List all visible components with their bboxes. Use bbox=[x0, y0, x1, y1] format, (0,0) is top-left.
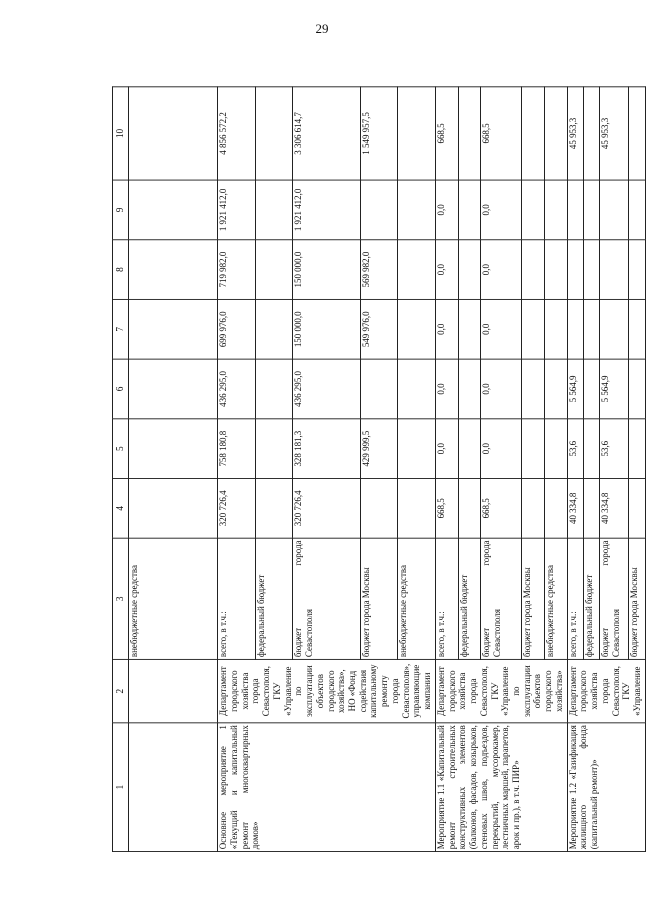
value-cell: 429 999,5 bbox=[360, 419, 398, 479]
value-cell: 40 334,8 bbox=[600, 479, 629, 539]
value-cell bbox=[360, 180, 398, 240]
column-header: 1 bbox=[113, 723, 129, 852]
value-cell: 4 856 572,2 bbox=[218, 87, 256, 180]
value-cell: 5 564,9 bbox=[600, 359, 629, 419]
value-cell bbox=[544, 87, 567, 180]
value-cell bbox=[458, 479, 481, 539]
table-row bbox=[567, 87, 583, 852]
continuation-row bbox=[129, 87, 218, 852]
value-cell bbox=[544, 299, 567, 359]
value-cell bbox=[584, 419, 600, 479]
source-cell: внебюджетные средства bbox=[544, 538, 567, 659]
value-cell bbox=[255, 359, 293, 419]
value-cell: 0,0 bbox=[481, 299, 522, 359]
value-cell: 549 976,0 bbox=[360, 299, 398, 359]
value-cell bbox=[522, 180, 545, 240]
measure-title: Мероприятие 1.2 «Газификация жилищного фонда (капитальный ремонт)» bbox=[567, 723, 645, 852]
budget-table bbox=[112, 86, 646, 852]
value-cell bbox=[600, 180, 629, 240]
value-cell bbox=[544, 419, 567, 479]
value-cell: 0,0 bbox=[435, 180, 458, 240]
value-cell bbox=[567, 299, 583, 359]
source-cell bbox=[481, 538, 522, 659]
column-header: 6 bbox=[113, 359, 129, 419]
source-word: города bbox=[293, 540, 305, 566]
value-cell bbox=[458, 240, 481, 300]
source-cell: федеральный бюджет bbox=[458, 538, 481, 659]
value-cell bbox=[255, 479, 293, 539]
source-cell: бюджет города Москвы bbox=[522, 538, 545, 659]
value-cell bbox=[522, 479, 545, 539]
value-cell bbox=[629, 479, 645, 539]
value-cell: 150 000,0 bbox=[293, 240, 360, 300]
value-cell: 668,5 bbox=[435, 87, 458, 180]
measure-title: Основное мероприятие 1 «Текущий и капитальный ремонт многоквартирных домов» bbox=[218, 723, 436, 852]
value-cell bbox=[255, 240, 293, 300]
value-cell bbox=[398, 479, 436, 539]
value-cell bbox=[584, 359, 600, 419]
value-cell: 668,5 bbox=[481, 479, 522, 539]
value-cell: 0,0 bbox=[481, 419, 522, 479]
measure-title: Мероприятие 1.1 «Капитальный ремонт строительных конструктивных элементов (балконов, фасадов, козырьков, стеновых швов, подъездов, перекрытий, мусорокамер, лестничных маршей, парапетов, арок и пр.), в т.ч. ПИР» bbox=[435, 723, 567, 852]
value-cell: 45 953,3 bbox=[600, 87, 629, 180]
value-cell: 3 306 614,7 bbox=[293, 87, 360, 180]
value-cell bbox=[544, 180, 567, 240]
value-cell: 40 334,8 bbox=[567, 479, 583, 539]
value-cell bbox=[360, 479, 398, 539]
value-cell bbox=[398, 419, 436, 479]
value-cell bbox=[398, 299, 436, 359]
value-cell bbox=[544, 359, 567, 419]
empty-cell bbox=[129, 240, 218, 300]
source-word: города bbox=[600, 540, 612, 566]
source-word: Севастополя bbox=[611, 609, 623, 658]
value-cell: 0,0 bbox=[435, 299, 458, 359]
source-cell bbox=[600, 538, 629, 659]
source-cell: внебюджетные средства bbox=[129, 538, 218, 659]
empty-cell bbox=[129, 659, 218, 722]
value-cell: 320 726,4 bbox=[218, 479, 256, 539]
value-cell: 0,0 bbox=[481, 240, 522, 300]
source-word: бюджет bbox=[600, 627, 612, 658]
value-cell: 0,0 bbox=[435, 419, 458, 479]
value-cell bbox=[544, 479, 567, 539]
value-cell: 1 549 957,5 bbox=[360, 87, 398, 180]
column-header: 3 bbox=[113, 538, 129, 659]
source-cell: внебюджетные средства bbox=[398, 538, 436, 659]
value-cell bbox=[600, 240, 629, 300]
value-cell bbox=[522, 87, 545, 180]
empty-cell bbox=[129, 723, 218, 852]
value-cell: 53,6 bbox=[600, 419, 629, 479]
source-cell bbox=[293, 538, 360, 659]
empty-cell bbox=[129, 479, 218, 539]
value-cell bbox=[629, 180, 645, 240]
empty-cell bbox=[129, 359, 218, 419]
value-cell bbox=[360, 359, 398, 419]
source-cell: всего, в т.ч.: bbox=[567, 538, 583, 659]
value-cell bbox=[398, 87, 436, 180]
column-header: 9 bbox=[113, 180, 129, 240]
value-cell: 1 921 412,0 bbox=[218, 180, 256, 240]
value-cell: 719 982,0 bbox=[218, 240, 256, 300]
header-row bbox=[113, 87, 129, 852]
value-cell bbox=[584, 87, 600, 180]
source-word: Севастополя bbox=[492, 609, 504, 658]
value-cell bbox=[544, 240, 567, 300]
value-cell: 699 976,0 bbox=[218, 299, 256, 359]
value-cell bbox=[584, 240, 600, 300]
value-cell: 0,0 bbox=[435, 240, 458, 300]
column-header: 5 bbox=[113, 419, 129, 479]
value-cell bbox=[629, 419, 645, 479]
column-header: 8 bbox=[113, 240, 129, 300]
value-cell bbox=[458, 419, 481, 479]
value-cell: 0,0 bbox=[481, 359, 522, 419]
source-word: бюджет bbox=[481, 627, 493, 658]
value-cell bbox=[522, 240, 545, 300]
source-cell: федеральный бюджет bbox=[584, 538, 600, 659]
value-cell bbox=[398, 359, 436, 419]
page-number: 29 bbox=[315, 21, 329, 36]
value-cell bbox=[522, 299, 545, 359]
value-cell: 436 295,0 bbox=[218, 359, 256, 419]
executor-cell: Департамент городского хозяйства города Севастополя, ГКУ «Управление bbox=[567, 659, 645, 722]
value-cell: 45 953,3 bbox=[567, 87, 583, 180]
value-cell bbox=[458, 87, 481, 180]
value-cell: 5 564,9 bbox=[567, 359, 583, 419]
value-cell: 668,5 bbox=[481, 87, 522, 180]
value-cell bbox=[398, 180, 436, 240]
column-header: 4 bbox=[113, 479, 129, 539]
value-cell bbox=[584, 479, 600, 539]
value-cell bbox=[629, 359, 645, 419]
value-cell bbox=[584, 299, 600, 359]
value-cell: 0,0 bbox=[481, 180, 522, 240]
value-cell: 150 000,0 bbox=[293, 299, 360, 359]
table-row bbox=[435, 87, 458, 852]
value-cell bbox=[600, 299, 629, 359]
source-cell: всего, в т.ч.: bbox=[435, 538, 458, 659]
value-cell: 436 295,0 bbox=[293, 359, 360, 419]
value-cell bbox=[629, 299, 645, 359]
value-cell bbox=[398, 240, 436, 300]
source-cell: бюджет города Москвы bbox=[629, 538, 645, 659]
source-cell: федеральный бюджет bbox=[255, 538, 293, 659]
rotated-table-container bbox=[112, 87, 644, 852]
value-cell bbox=[584, 180, 600, 240]
value-cell bbox=[522, 359, 545, 419]
source-cell: бюджет города Москвы bbox=[360, 538, 398, 659]
source-word: Севастополя bbox=[304, 609, 316, 658]
source-word: города bbox=[481, 540, 493, 566]
value-cell bbox=[522, 419, 545, 479]
value-cell bbox=[629, 240, 645, 300]
value-cell: 668,5 bbox=[435, 479, 458, 539]
executor-cell: Департамент городского хозяйства города Севастополя, ГКУ «Управление по эксплуатации объектов городского хозяйства», НО «Фонд содействия капитальному ремонту города Севастополя», управляющие компании bbox=[218, 659, 436, 722]
empty-cell bbox=[129, 299, 218, 359]
value-cell: 320 726,4 bbox=[293, 479, 360, 539]
value-cell bbox=[255, 87, 293, 180]
table-row bbox=[218, 87, 256, 852]
column-header: 7 bbox=[113, 299, 129, 359]
value-cell bbox=[255, 299, 293, 359]
value-cell bbox=[458, 299, 481, 359]
column-header: 10 bbox=[113, 87, 129, 180]
empty-cell bbox=[129, 87, 218, 180]
value-cell: 53,6 bbox=[567, 419, 583, 479]
value-cell bbox=[255, 180, 293, 240]
value-cell bbox=[458, 180, 481, 240]
empty-cell bbox=[129, 180, 218, 240]
source-word: бюджет bbox=[293, 627, 305, 658]
source-cell: всего, в т.ч.: bbox=[218, 538, 256, 659]
value-cell bbox=[567, 180, 583, 240]
executor-cell: Департамент городского хозяйства города Севастополя, ГКУ «Управление по эксплуатации объектов городского хозяйства» bbox=[435, 659, 567, 722]
value-cell bbox=[629, 87, 645, 180]
value-cell bbox=[567, 240, 583, 300]
value-cell bbox=[458, 359, 481, 419]
empty-cell bbox=[129, 419, 218, 479]
value-cell: 758 180,8 bbox=[218, 419, 256, 479]
value-cell: 1 921 412,0 bbox=[293, 180, 360, 240]
value-cell: 0,0 bbox=[435, 359, 458, 419]
value-cell: 569 982,0 bbox=[360, 240, 398, 300]
value-cell: 328 181,3 bbox=[293, 419, 360, 479]
value-cell bbox=[255, 419, 293, 479]
column-header: 2 bbox=[113, 659, 129, 722]
